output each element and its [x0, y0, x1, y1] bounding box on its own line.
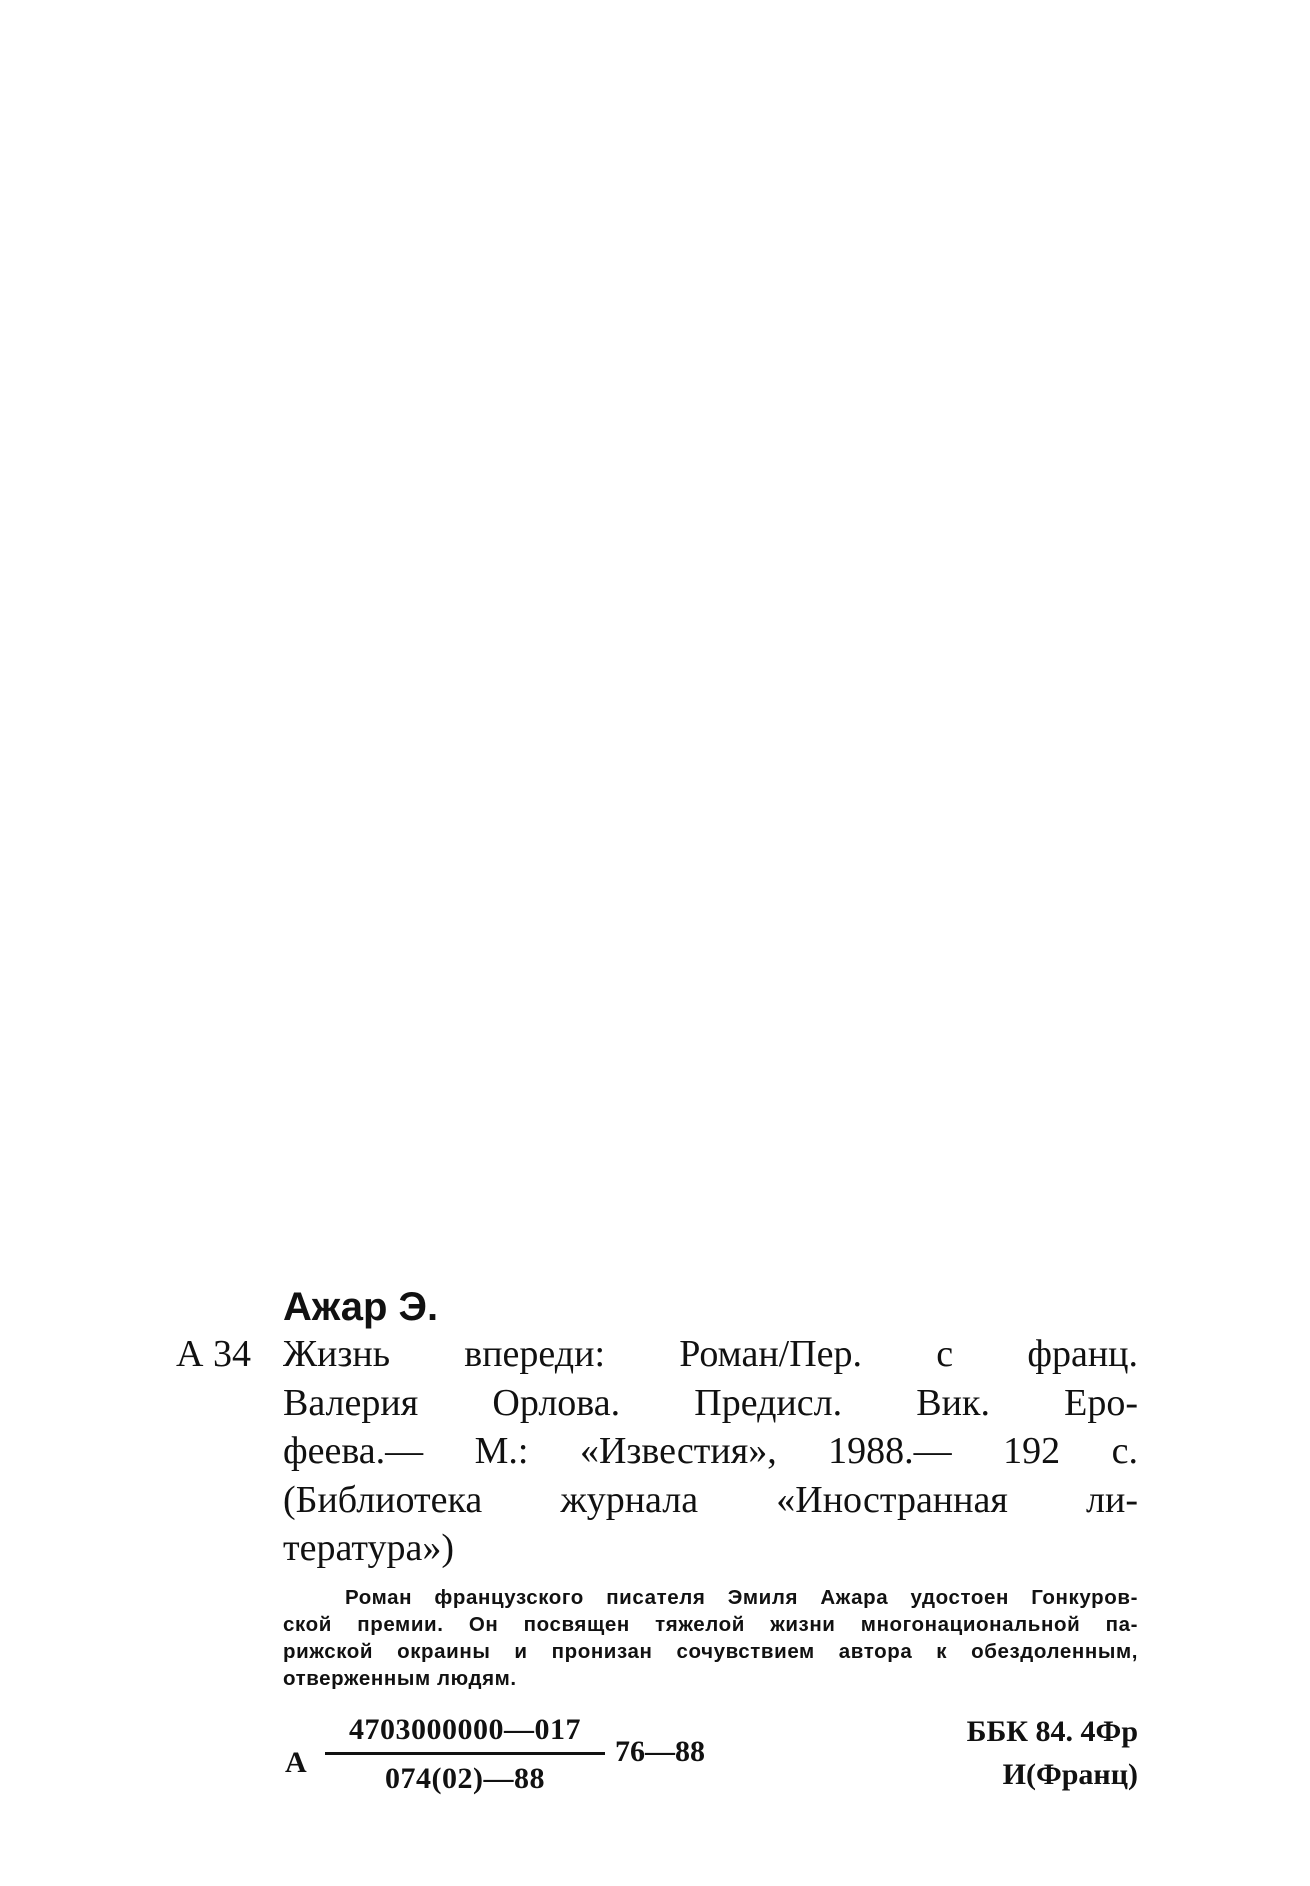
- author-sign-code: И(Франц): [1002, 1758, 1138, 1791]
- author-name: Ажар Э.: [283, 1285, 439, 1329]
- index-letter: А: [285, 1746, 307, 1779]
- index-denominator: 074(02)—88: [385, 1762, 545, 1795]
- index-numerator: 4703000000—017: [349, 1713, 581, 1746]
- entry-line: (Библиотека журнала «Иностранная ли-: [283, 1478, 1138, 1521]
- index-fraction: [325, 1712, 605, 1797]
- annotation-line: рижской окраины и пронизан сочувствием автора к обездоленным,: [283, 1640, 1138, 1663]
- annotation-paragraph: [283, 1584, 1138, 1692]
- entry-line: Валерия Орлова. Предисл. Вик. Еро-: [283, 1381, 1138, 1424]
- bibliographic-entry: [283, 1330, 1138, 1573]
- entry-line: тература»): [283, 1527, 454, 1569]
- bbk-code: ББК 84. 4Фр: [966, 1715, 1138, 1748]
- classification-codes: [967, 1710, 1138, 1796]
- entry-line: Жизнь впереди: Роман/Пер. с франц.: [283, 1333, 1138, 1375]
- annotation-line: Роман французского писателя Эмиля Ажара удостоен Гонкуров-: [345, 1586, 1138, 1609]
- annotation-line: отверженным людям.: [283, 1667, 517, 1690]
- entry-line: феева.— М.: «Известия», 1988.— 192 с.: [283, 1430, 1138, 1472]
- annotation-line: ской премии. Он посвящен тяжелой жизни многонациональной па-: [283, 1613, 1138, 1636]
- fraction-bar: [325, 1752, 605, 1755]
- index-suffix: 76—88: [615, 1735, 705, 1768]
- call-number: А 34: [176, 1333, 251, 1375]
